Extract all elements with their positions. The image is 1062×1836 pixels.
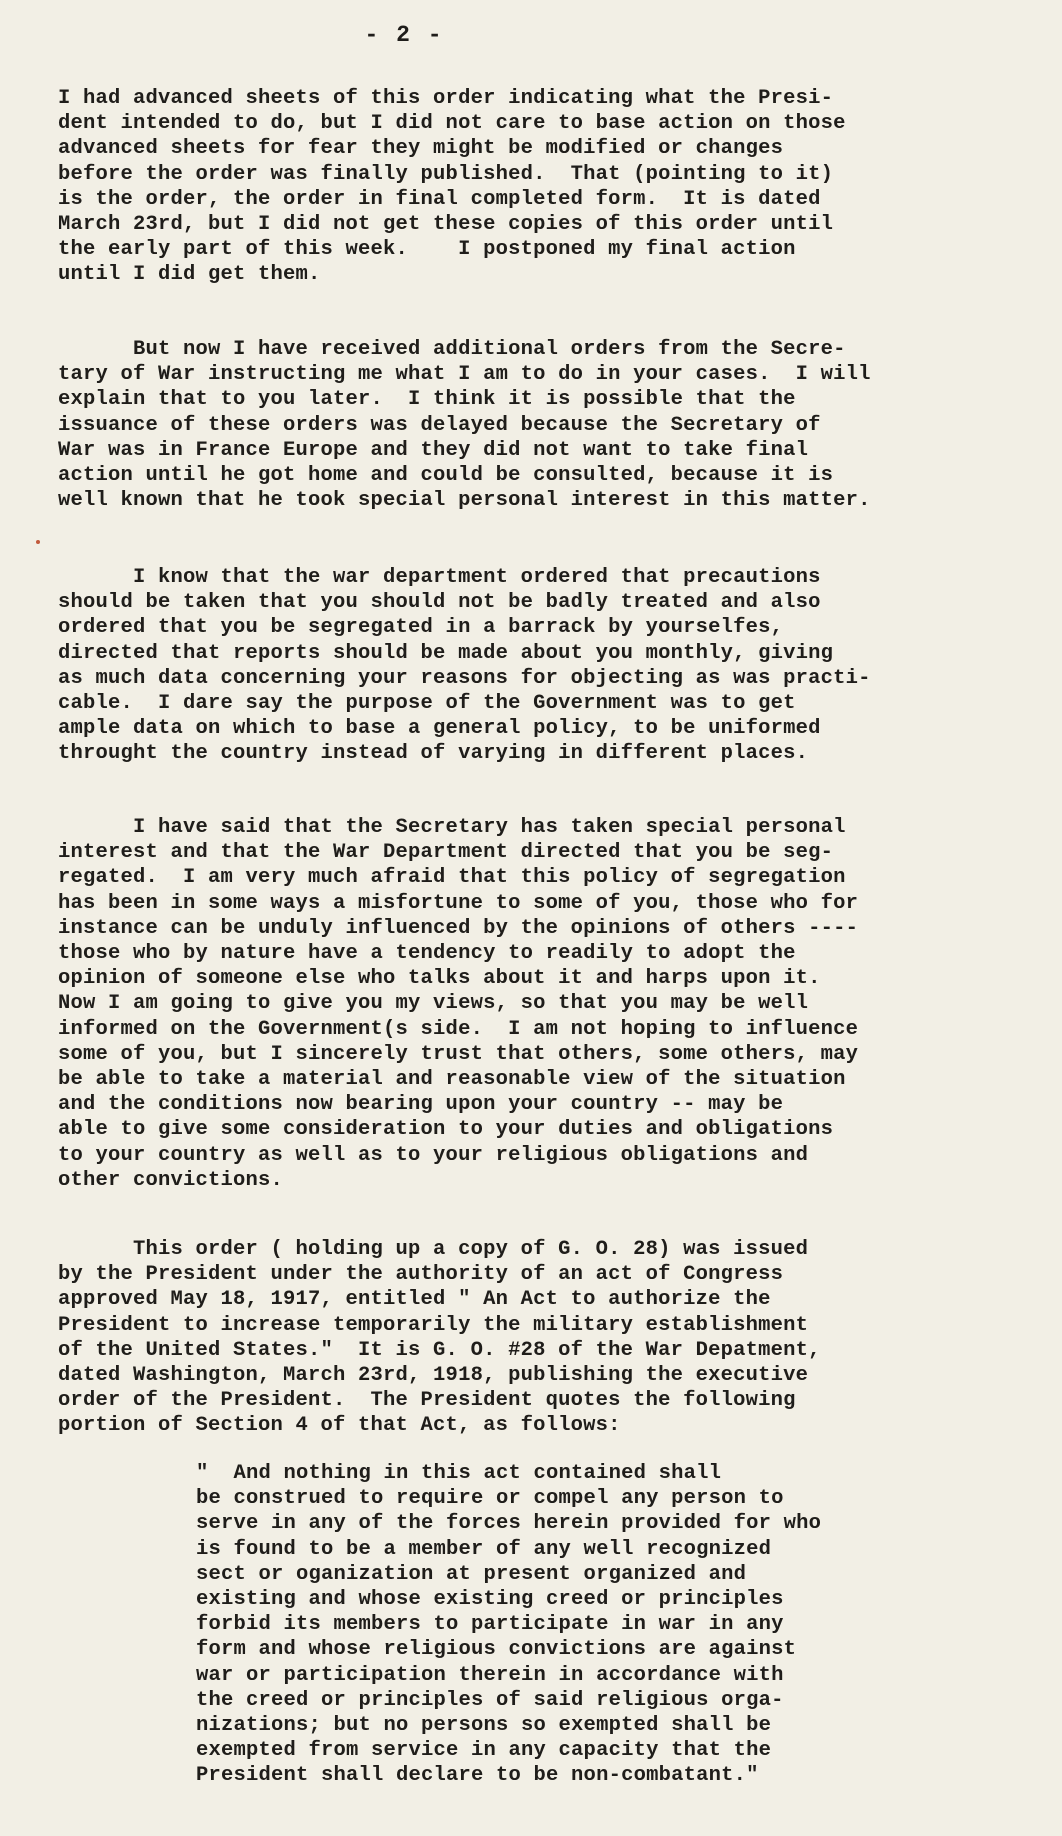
paragraph-segregation-views: I have said that the Secretary has taken special personal interest and that the War Department directed that you be seg- regated. I am very much afraid that this policy of segregation has been in some ways a misfortune to some of you, those who for instance can be unduly influenced by the opinions of others ---- those who by nature have a tendency to readily to adopt the opinion of someone else who talks about it and harps upon it. Now I am going to give you my views, so that you may be well informed on the Government(s side. I am not hoping to influence some of you, but I sincerely trust that others, some others, may be able to take a material and reasonable view of the situation and the conditions now bearing upon your country -- may be able to give some consideration to your duties and obligations to your country as well as to your religious obligations and other convictions. [58, 816, 859, 1192]
paragraph-general-order-28: This order ( holding up a copy of G. O. 28) was issued by the President under the authority of an act of Congress approved May 18, 1917, entitled " An Act to authorize the President to increase temporarily the military establishment of the United States." It is G. O. #28 of the War Depatment, dated Washington, March 23rd, 1918, publishing the executive order of the President. The President quotes the following portion of Section 4 of that Act, as follows: [58, 1238, 821, 1438]
paragraph-advanced-sheets: I had advanced sheets of this order indicating what the Presi- dent intended to do, but I did not care to base action on those advanced sheets for fear they might be modified or changes before the order was finally published. That (pointing to it) is the order, the order in final completed form. It is dated March 23rd, but I did not get these copies of this order until the early part of this week. I postponed my final action until I did get them. [58, 87, 846, 287]
paragraph-additional-orders: But now I have received additional orders from the Secre- tary of War instructing me what I am to do in your cases. I will explain that to you later. I think it is possible that the issuance of these orders was delayed because the Secretary of War was in France Europe and they did not want to take final action until he got home and could be consulted, because it is well known that he took special personal interest in this matter. [58, 338, 871, 513]
paragraph-war-department-precautions: I know that the war department ordered that precautions should be taken that you should not be badly treated and also ordered that you be segregated in a barrack by yourselfes, directed that reports should be made about you monthly, giving as much data concerning your reasons for objecting as was practi- cable. I dare say the purpose of the Government was to get ample data on which to base a general policy, to be uniformed throught the country instead of varying in different places. [58, 566, 871, 766]
block-quote-section-4: " And nothing in this act contained shall be construed to require or compel any person to serve in any of the forces herein provided for who is found to be a member of any well recognized sect or oganization at present organized and existing and whose existing creed or principles forbid its members to participate in war in any form and whose religious convictions are against war or participation therein in accordance with the creed or principles of said religious orga- nizations; but no persons so exempted shall be exempted from service in any capacity that the President shall declare to be non-combatant." [196, 1462, 822, 1788]
margin-mark [36, 540, 40, 544]
page-number: - 2 - [364, 22, 444, 48]
